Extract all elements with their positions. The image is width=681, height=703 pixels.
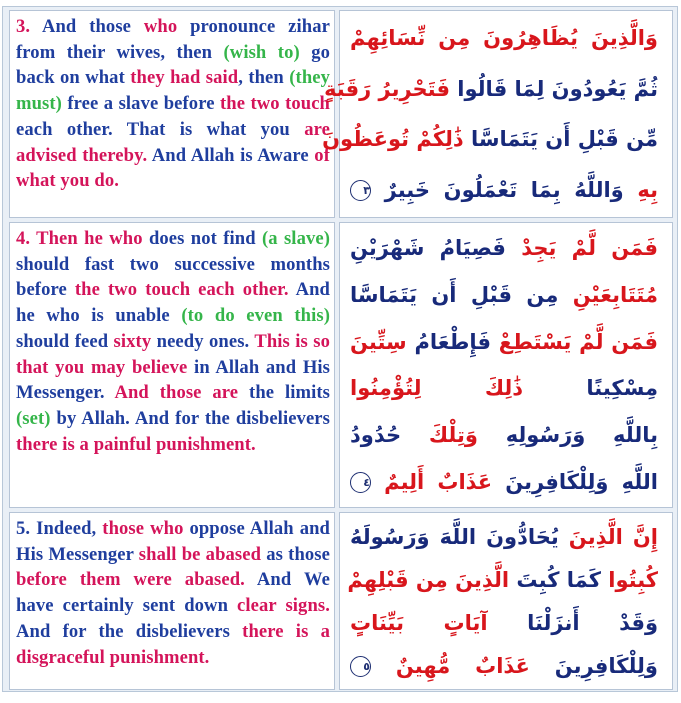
translation-segment: each other.: [16, 118, 127, 140]
translation-segment: clear signs.: [237, 595, 330, 617]
arabic-line: [350, 279, 658, 311]
translation-segment: And for the disbelievers: [134, 407, 330, 429]
translation-segment: oppose Allah and His Messenger: [16, 518, 330, 565]
translation-segment: should feed: [16, 330, 114, 352]
arabic-segment: وَتِلْكَ: [401, 422, 478, 447]
arabic-segment: عَذَابٌ أَلِيمٌ: [384, 469, 493, 494]
translation-segment: pronounce zihar from their wives, then: [16, 16, 330, 63]
arabic-segment: بِاللَّهِ وَرَسُولِهِ: [477, 422, 658, 447]
translation-segment: (a slave): [261, 228, 331, 249]
verse-number-marker: ٤: [350, 472, 371, 493]
translation-segment: needy ones.: [156, 330, 255, 352]
translation-segment: (set): [16, 407, 57, 429]
translation-segment: before them: [16, 569, 134, 591]
verse-row-3: [9, 10, 673, 218]
arabic-line: [350, 22, 658, 54]
translation-segment: are advised thereby.: [16, 118, 330, 166]
translation-segment: there is a painful punishment.: [16, 433, 256, 455]
verses-table: [2, 6, 678, 692]
verse-number-marker: ٥: [350, 656, 371, 677]
arabic-segment: يُحَادُّونَ اللَّهَ وَرَسُولَهُ: [350, 524, 559, 549]
arabic-segment: وَقَدْ أَنزَلْنَا: [487, 610, 659, 635]
translation-segment: 4. Then he who: [16, 228, 149, 249]
arabic-line: [350, 232, 658, 264]
arabic-line: [350, 326, 658, 358]
arabic-segment: مُتَتَابِعَيْنِ: [558, 282, 658, 307]
arabic-line: [350, 650, 658, 682]
translation-segment: should fast two successive months before: [16, 253, 330, 301]
arabic-segment: بِهِ: [623, 177, 658, 202]
translation-segment: by Allah.: [56, 407, 135, 429]
translation-segment: who: [143, 16, 191, 37]
arabic-segment: فَمَن لَّمْ يَسْتَطِعْ: [491, 329, 658, 354]
translation-segment: And those are: [114, 382, 250, 404]
translation-segment: sixty: [113, 330, 157, 352]
translation-segment: they had said: [130, 67, 239, 89]
arabic-segment: اللَّهِ: [608, 469, 658, 494]
translation-segment: does not find: [148, 228, 262, 249]
translation-segment: shall be abased: [138, 543, 267, 565]
translation-segment: there is a disgraceful punishment.: [16, 620, 331, 668]
translation-segment: were abased.: [133, 569, 257, 591]
translation-segment: the limits: [249, 382, 330, 404]
translation-segment: the two touch: [219, 93, 330, 115]
translation-segment: Indeed,: [36, 518, 103, 539]
arabic-segment: فَصِيَامُ شَهْرَيْنِ: [350, 236, 506, 261]
arabic-segment: سِتِّينَ: [350, 329, 407, 354]
translation-segment: those who: [102, 518, 190, 539]
arabic-segment: مِّن قَبْلِ أَن يَتَمَاسَّا: [463, 127, 658, 152]
arabic-segment: فَتَحْرِيرُ رَقَبَةٍ: [324, 76, 450, 101]
english-translation: [9, 512, 335, 690]
translation-segment: 3.: [16, 16, 42, 37]
translation-segment: of what you do.: [16, 144, 330, 192]
arabic-text: [339, 512, 673, 690]
arabic-line: [350, 521, 658, 553]
arabic-segment: وَلِلْكَافِرِينَ: [492, 469, 609, 494]
translation-segment: in Allah and His Messenger.: [16, 356, 330, 404]
arabic-segment: ثُمَّ يَعُودُونَ لِمَا قَالُوا: [450, 76, 658, 101]
translation-segment: (to do even this): [181, 305, 331, 327]
translation-segment: 5.: [16, 518, 37, 539]
arabic-segment: وَلِلْكَافِرِينَ: [529, 653, 658, 678]
arabic-line: [350, 419, 658, 451]
verse-number-marker: ٣: [350, 180, 371, 201]
arabic-segment: كَمَا كُبِتَ: [509, 567, 601, 592]
translation-segment: And We have certainly sent down: [16, 569, 331, 617]
translation-segment: free a slave before: [67, 93, 220, 115]
translation-segment: as those: [266, 543, 330, 565]
translation-segment: (wish to): [223, 41, 312, 63]
arabic-segment: وَالَّذِينَ يُظَاهِرُونَ مِن نِّسَائِهِمْ: [350, 26, 658, 51]
translation-segment: (they must): [16, 67, 331, 115]
arabic-segment: حُدُودُ: [350, 422, 402, 447]
translation-segment: go back on what: [16, 41, 331, 89]
translation-segment: This is so that you may believe: [16, 330, 330, 378]
arabic-segment: كُبِتُوا: [600, 567, 658, 592]
translation-segment: That is what you: [126, 118, 305, 140]
arabic-segment: مِن قَبْلِ أَن يَتَمَاسَّا: [350, 282, 559, 307]
arabic-line: [350, 466, 658, 498]
arabic-segment: آيَاتٍ بَيِّنَاتٍ: [350, 610, 488, 635]
arabic-text: [339, 222, 673, 508]
arabic-segment: إِنَّ الَّذِينَ: [558, 524, 658, 549]
arabic-segment: فَإِطْعَامُ: [406, 329, 492, 354]
arabic-line: [324, 73, 658, 105]
arabic-line: [322, 123, 658, 155]
arabic-segment: الَّذِينَ مِن قَبْلِهِمْ: [347, 567, 510, 592]
translation-segment: And for the disbelievers: [16, 620, 243, 642]
arabic-segment: ذَٰلِكُمْ تُوعَظُونَ: [322, 127, 464, 152]
arabic-line: [350, 372, 658, 404]
translation-segment: , then: [238, 67, 290, 89]
arabic-segment: مِسْكِينًا: [523, 376, 658, 401]
arabic-line: [350, 174, 658, 206]
arabic-text: [322, 10, 673, 218]
translation-segment: And he who is unable: [16, 279, 330, 327]
arabic-segment: ذَٰلِكَ لِتُؤْمِنُوا: [350, 376, 524, 401]
translation-segment: the two touch each other.: [74, 279, 296, 301]
translation-segment: And those: [41, 16, 144, 37]
verse-row-4: [9, 222, 673, 508]
arabic-segment: فَمَن لَّمْ يَجِدْ: [505, 236, 658, 261]
arabic-line: [350, 607, 658, 639]
translation-segment: And Allah is Aware: [151, 144, 315, 166]
verse-row-5: [9, 512, 673, 690]
arabic-segment: عَذَابٌ مُّهِينٌ: [395, 653, 530, 678]
english-translation: [9, 222, 335, 508]
arabic-line: [347, 564, 658, 596]
english-translation: [9, 10, 335, 218]
arabic-segment: وَاللَّهُ بِمَا تَعْمَلُونَ خَبِيرٌ: [384, 177, 624, 202]
